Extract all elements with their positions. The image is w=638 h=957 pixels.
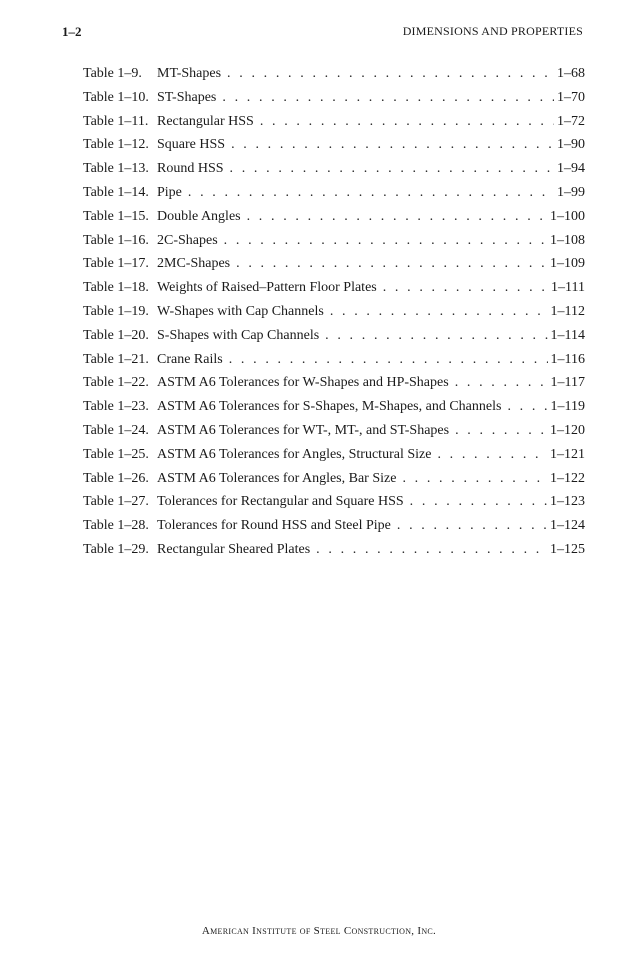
toc-entry [83,423,585,447]
toc-entry-page: 1–114 [550,327,585,343]
toc-entry-number: Table 1–10. [83,89,149,105]
toc-entry-page: 1–72 [557,113,585,129]
dot-leader [229,352,548,368]
dot-leader [247,209,547,225]
dot-leader [437,447,547,463]
dot-leader [222,90,554,106]
toc-entry-number: Table 1–21. [83,351,149,367]
toc-entry-title: ASTM A6 Tolerances for Angles, Bar Size [157,470,397,486]
toc-entry-title: ASTM A6 Tolerances for S-Shapes, M-Shapes, and Channels [157,399,502,415]
toc-entry-page: 1–108 [550,232,585,248]
dot-leader [397,518,547,534]
toc-entry-page: 1–122 [550,470,585,486]
toc-entry [83,542,585,566]
toc-entry-number: Table 1–22. [83,375,149,391]
toc-entry-number: Table 1–14. [83,184,149,200]
toc-entry-number: Table 1–11. [83,113,149,129]
toc-entry-title: Double Angles [157,208,241,224]
toc-entry-title: ASTM A6 Tolerances for W-Shapes and HP-Shapes [157,375,449,391]
toc-entry [83,161,585,185]
toc-entry-title: 2C-Shapes [157,232,218,248]
toc-entry-page: 1–125 [550,541,585,557]
toc-entry-number: Table 1–25. [83,446,149,462]
toc-entry-number: Table 1–17. [83,256,149,272]
dot-leader [188,185,554,201]
toc-entry-number: Table 1–20. [83,327,149,343]
toc-entry-page: 1–90 [557,137,585,153]
toc-entry-title: Round HSS [157,161,224,177]
toc-entry-number: Table 1–15. [83,208,149,224]
dot-leader [330,304,548,320]
dot-leader [230,161,554,177]
toc-entry-title: Tolerances for Rectangular and Square HSS [157,494,404,510]
toc-entry-number: Table 1–29. [83,541,149,557]
toc-entry-title: W-Shapes with Cap Channels [157,303,324,319]
toc-entry-number: Table 1–12. [83,137,149,153]
toc-entry-page: 1–119 [550,399,585,415]
toc-entry-page: 1–124 [550,518,585,534]
toc-entry [83,494,585,518]
toc-entry-title: S-Shapes with Cap Channels [157,327,320,343]
toc-entry-title: ASTM A6 Tolerances for WT-, MT-, and ST-Shapes [157,422,450,438]
publisher-footer: American Institute of Steel Construction, Inc. [201,925,437,937]
toc-entry-title: ST-Shapes [157,89,217,105]
toc-entry-title: Crane Rails [157,351,223,367]
toc-entry-number: Table 1–24. [83,422,149,438]
toc-entry-page: 1–112 [550,303,585,319]
dot-leader [231,137,554,153]
toc-entry [83,233,585,257]
toc-entry [83,90,585,114]
toc-entry-number: Table 1–28. [83,518,149,534]
dot-leader [224,233,547,249]
toc-entry-number: Table 1–19. [83,303,149,319]
toc-entry [83,280,585,304]
toc-entry [83,114,585,138]
dot-leader [383,280,548,296]
toc-entry-number: Table 1–27. [83,494,149,510]
toc-entry-number: Table 1–13. [83,161,149,177]
toc-entry-title: Rectangular HSS [157,113,254,129]
toc-entry-number: Table 1–9. [83,66,142,81]
toc-entry [83,399,585,423]
toc-entry [83,518,585,542]
toc-entry-title: Rectangular Sheared Plates [157,541,311,557]
dot-leader [236,256,547,272]
toc-entry-number: Table 1–18. [83,280,149,296]
toc-entry-title: MT-Shapes [157,66,222,81]
dot-leader [227,66,554,82]
toc-entry-page: 1–121 [550,446,585,462]
table-of-contents [83,66,585,566]
dot-leader [260,114,554,130]
toc-entry [83,328,585,352]
toc-entry-title: ASTM A6 Tolerances for Angles, Structural Size [157,446,432,462]
toc-entry-page: 1–68 [557,66,585,81]
dot-leader [507,399,547,415]
toc-entry-number: Table 1–26. [83,470,149,486]
dot-leader [410,494,547,510]
toc-entry [83,375,585,399]
toc-entry [83,66,585,90]
toc-entry [83,447,585,471]
toc-entry-page: 1–100 [550,208,585,224]
toc-entry-title: Square HSS [157,137,226,153]
toc-entry [83,185,585,209]
toc-entry [83,209,585,233]
dot-leader [402,471,547,487]
toc-entry [83,352,585,376]
toc-entry [83,256,585,280]
toc-entry-page: 1–111 [551,280,585,296]
toc-entry-number: Table 1–16. [83,232,149,248]
dot-leader [455,375,548,391]
dot-leader [316,542,547,558]
toc-entry-page: 1–109 [550,256,585,272]
dot-leader [455,423,547,439]
toc-entry-page: 1–120 [550,422,585,438]
toc-entry-title: Pipe [157,184,182,200]
toc-entry [83,137,585,161]
toc-entry-page: 1–94 [557,161,585,177]
dot-leader [325,328,547,344]
toc-entry [83,304,585,328]
toc-entry-page: 1–123 [550,494,585,510]
toc-entry-page: 1–117 [550,375,585,391]
page-number: 1–2 [62,24,82,39]
toc-entry-page: 1–116 [550,351,585,367]
toc-entry-title: Weights of Raised–Pattern Floor Plates [157,280,377,296]
toc-entry [83,471,585,495]
section-title: DIMENSIONS AND PROPERTIES [402,24,583,38]
toc-entry-title: 2MC-Shapes [157,256,231,272]
toc-entry-page: 1–70 [557,89,585,105]
toc-entry-page: 1–99 [557,184,585,200]
toc-entry-title: Tolerances for Round HSS and Steel Pipe [157,518,391,534]
toc-entry-number: Table 1–23. [83,399,149,415]
